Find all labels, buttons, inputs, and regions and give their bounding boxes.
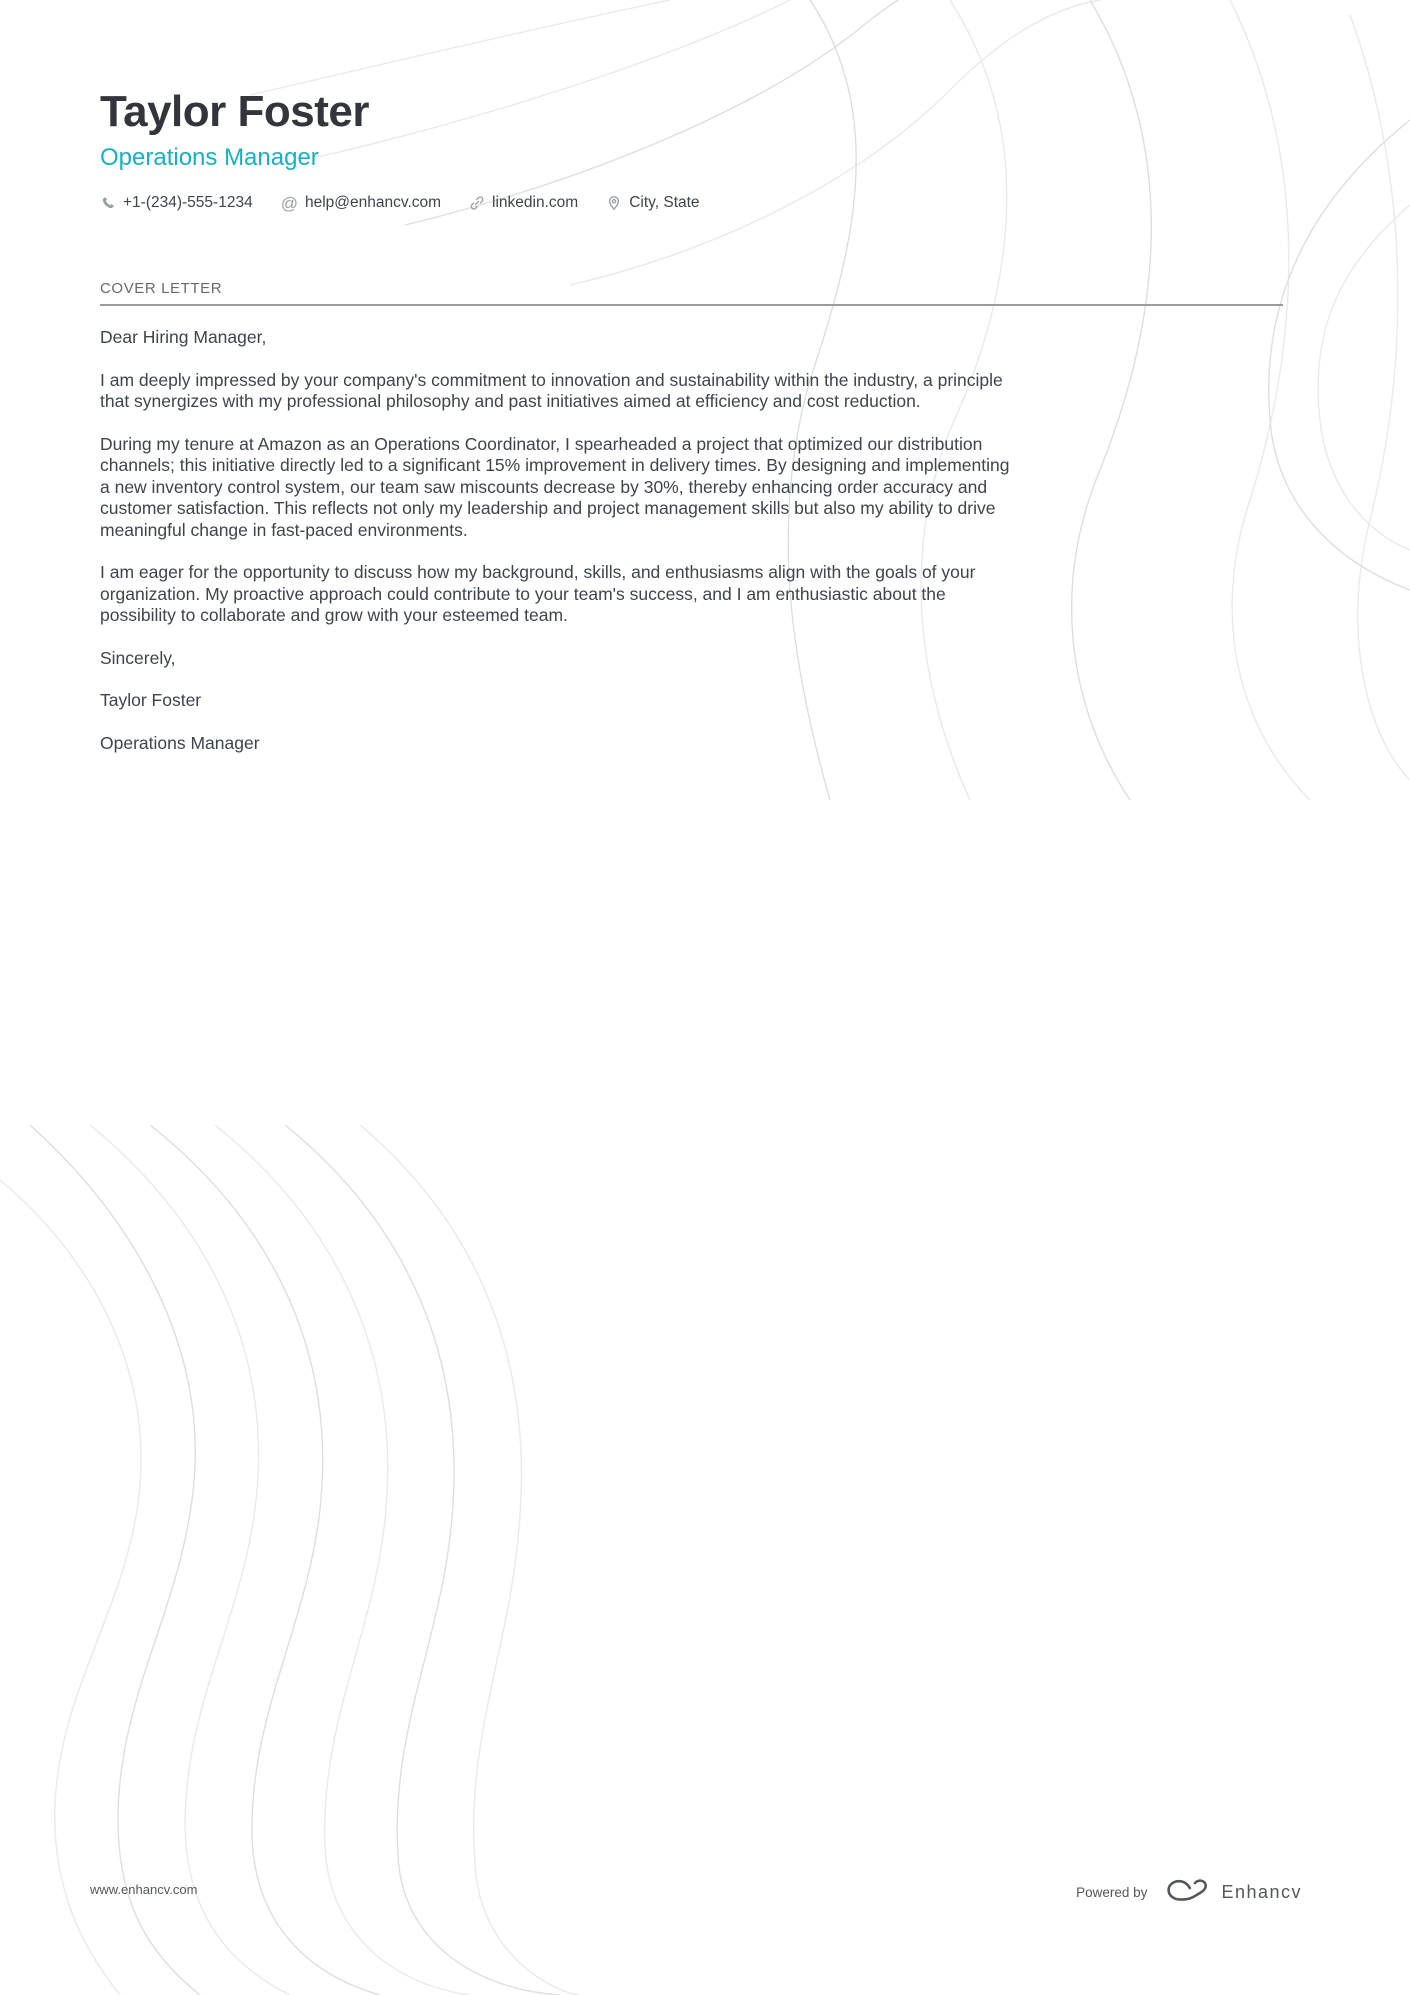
enhancv-logo-icon — [1165, 1878, 1211, 1907]
letter-closing: Sincerely, — [100, 647, 176, 668]
enhancv-brand-link[interactable] — [1165, 1878, 1302, 1907]
contact-row — [100, 194, 1283, 212]
signature-name: Taylor Foster — [100, 690, 202, 711]
contact-email[interactable] — [281, 194, 441, 212]
footer-site-url[interactable]: www.enhancv.com — [90, 1882, 198, 1897]
link-icon — [469, 195, 485, 211]
section-heading: COVER LETTER — [100, 280, 223, 298]
contact-location — [606, 194, 699, 212]
signature-title: Operations Manager — [100, 732, 260, 753]
letter-paragraph: I am eager for the opportunity to discuss how my background, skills, and enthusiasms align with the goals of your organization. My proactive approach could contribute to your team's success, and I am enthusiastic about the possibility to collaborate and grow with your esteemed team. — [100, 562, 976, 626]
section-divider — [100, 304, 1283, 306]
location-pin-icon — [606, 195, 622, 211]
contact-linkedin-text: linkedin.com — [492, 194, 579, 212]
letter-paragraph: I am deeply impressed by your company's commitment to innovation and sustainability within the industry, a principle that synergizes with my professional philosophy and past initiatives aimed at efficiency and cost reduction. — [100, 369, 1003, 412]
contact-phone-text: +1-(234)-555-1234 — [123, 194, 253, 212]
phone-icon — [100, 195, 116, 211]
background-contour-bottom-left — [0, 1125, 580, 1995]
letter-paragraph: During my tenure at Amazon as an Operations Coordinator, I spearheaded a project that optimized our distribution channels; this initiative directly led to a significant 15% improvement in delivery times. By designing and implementing a new inventory control system, our team saw miscounts decrease by 30%, thereby enhancing order accuracy and customer satisfaction. This reflects not only my leadership and project management skills but also my ability to drive meaningful change in fast-paced environments. — [100, 433, 1010, 540]
contact-linkedin[interactable] — [469, 194, 578, 212]
letter-body — [100, 327, 1016, 754]
contact-email-text: help@enhancv.com — [304, 194, 442, 212]
contact-location-text: City, State — [629, 194, 700, 212]
at-icon: @ — [280, 193, 298, 213]
contact-phone[interactable] — [100, 194, 253, 212]
candidate-name: Taylor Foster — [100, 87, 369, 136]
letter-document — [100, 0, 1283, 775]
enhancv-wordmark: Enhancv — [1221, 1882, 1302, 1902]
powered-by-label: Powered by — [1076, 1885, 1148, 1900]
candidate-job-title: Operations Manager — [100, 144, 319, 172]
footer-branding — [1076, 1878, 1302, 1907]
letter-salutation: Dear Hiring Manager, — [100, 327, 267, 348]
